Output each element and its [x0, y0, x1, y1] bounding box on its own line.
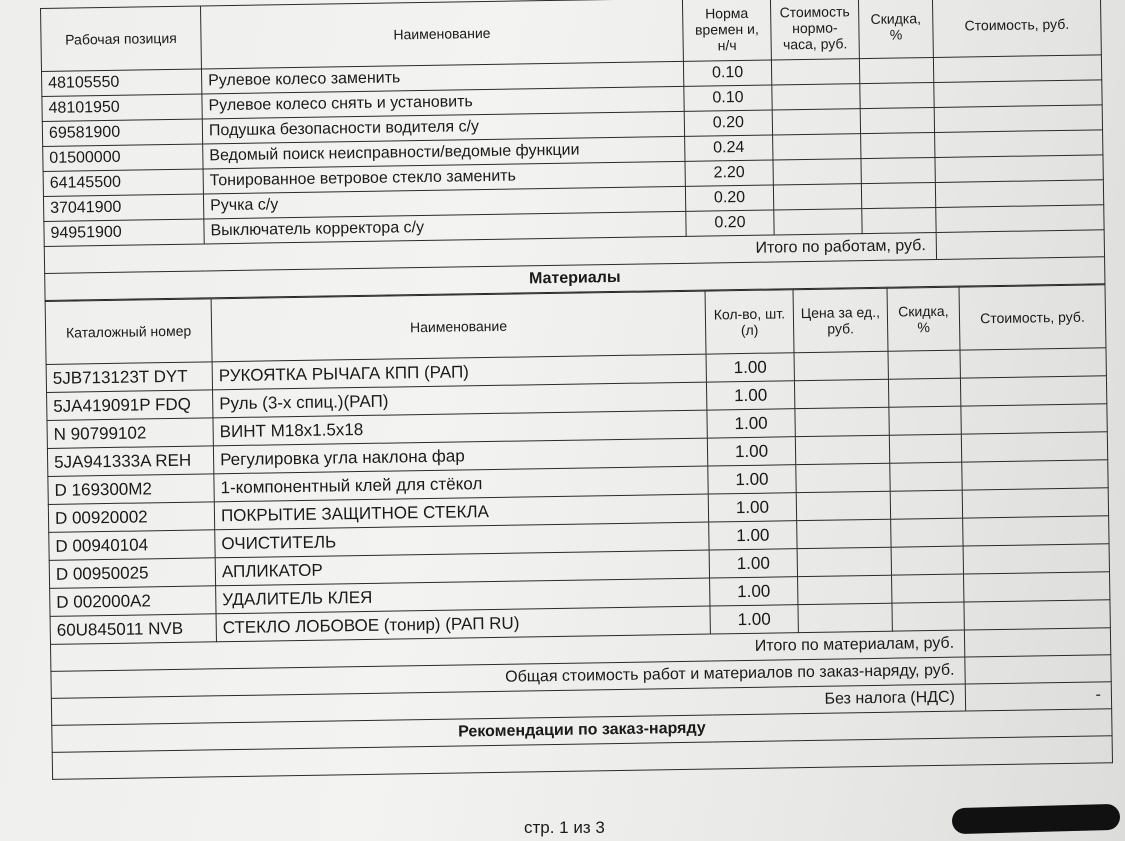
work-code: 64145500 — [43, 169, 203, 197]
material-price — [798, 575, 892, 604]
material-name: ОЧИСТИТЕЛЬ — [215, 522, 709, 558]
grand-total-value — [965, 655, 1111, 684]
tax-label: Без налога (НДС) — [51, 684, 965, 725]
work-order-sheet — [40, 0, 1112, 780]
material-price — [795, 407, 889, 436]
works-header-discount: Скидка, % — [858, 0, 933, 59]
materials-total-label: Итого по материалам, руб. — [50, 630, 964, 671]
material-discount — [889, 406, 961, 435]
recommendations-title: Рекомендации по заказ-наряду — [52, 709, 1112, 753]
work-name: Рулевое колесо заменить — [201, 61, 683, 94]
work-cost — [935, 180, 1103, 208]
materials-section-title: Материалы — [45, 257, 1105, 301]
material-name: ПОКРЫТИЕ ЗАЩИТНОЕ СТЕКЛА — [214, 494, 708, 530]
material-price — [794, 379, 888, 408]
grand-total-label: Общая стоимость работ и материалов по заказ-наряду, руб. — [51, 657, 965, 698]
material-cost — [963, 516, 1109, 546]
work-cost — [936, 205, 1104, 233]
work-hour-cost — [774, 209, 862, 235]
material-price — [798, 603, 892, 632]
material-cost — [962, 460, 1108, 490]
work-cost — [934, 80, 1102, 108]
material-name: СТЕКЛО ЛОБОВОЕ (тонир) (РАП RU) — [216, 606, 710, 642]
material-cost — [963, 544, 1109, 574]
material-discount — [890, 490, 962, 519]
work-norm: 0.20 — [685, 185, 773, 211]
works-header-cost: Стоимость, руб. — [932, 0, 1101, 57]
material-name: УДАЛИТЕЛЬ КЛЕЯ — [216, 578, 710, 614]
materials-total-value — [964, 628, 1110, 657]
work-code: 94951900 — [44, 219, 204, 247]
material-code: 60U845011 NVB — [50, 614, 216, 645]
materials-header-price: Цена за ед., руб. — [793, 288, 888, 352]
material-qty: 1.00 — [709, 549, 797, 578]
work-code: 48105550 — [41, 69, 201, 97]
work-norm: 0.10 — [684, 85, 772, 111]
work-name: Рулевое колесо снять и установить — [202, 86, 684, 119]
works-header-norm: Норма времен и, н/ч — [682, 0, 771, 61]
tax-value: - — [965, 682, 1111, 711]
works-header-hour-cost: Стоимость нормо-часа, руб. — [770, 0, 859, 60]
material-cost — [960, 376, 1106, 406]
work-hour-cost — [772, 109, 860, 135]
work-discount — [861, 157, 935, 183]
material-price — [797, 547, 891, 576]
works-header-position: Рабочая позиция — [41, 6, 202, 72]
material-code: D 00950025 — [49, 558, 215, 589]
material-discount — [892, 574, 964, 603]
work-discount — [859, 57, 933, 83]
work-hour-cost — [773, 159, 861, 185]
material-discount — [889, 434, 961, 463]
work-discount — [861, 182, 935, 208]
material-cost — [961, 404, 1107, 434]
material-qty: 1.00 — [710, 605, 798, 634]
materials-header-cost: Стоимость, руб. — [959, 285, 1106, 350]
material-qty: 1.00 — [708, 493, 796, 522]
work-norm: 2.20 — [685, 160, 773, 186]
works-total-value — [936, 230, 1104, 260]
materials-header-qty: Кол-во, шт. (л) — [705, 290, 794, 354]
work-norm: 0.20 — [686, 210, 774, 236]
material-code: 5JA419091P FDQ — [47, 390, 213, 421]
work-name: Тонированное ветровое стекло заменить — [203, 161, 685, 194]
material-code: D 00920002 — [48, 502, 214, 533]
work-code: 37041900 — [43, 194, 203, 222]
works-table — [40, 0, 1105, 301]
materials-header-discount: Скидка, % — [887, 287, 960, 351]
work-discount — [860, 107, 934, 133]
material-qty: 1.00 — [709, 521, 797, 550]
work-hour-cost — [772, 84, 860, 110]
material-discount — [891, 546, 963, 575]
material-qty: 1.00 — [708, 465, 796, 494]
work-cost — [934, 105, 1102, 133]
work-code: 48101950 — [42, 94, 202, 122]
material-code: D 002000A2 — [50, 586, 216, 617]
material-name: Руль (3-х спиц.)(РАП) — [213, 382, 707, 418]
work-cost — [935, 130, 1103, 158]
material-price — [795, 435, 889, 464]
work-code: 01500000 — [43, 144, 203, 172]
work-hour-cost — [773, 134, 861, 160]
material-name: Регулировка угла наклона фар — [213, 438, 707, 474]
work-code: 69581900 — [42, 119, 202, 147]
material-qty: 1.00 — [706, 381, 794, 410]
work-norm: 0.24 — [685, 135, 773, 161]
work-norm: 0.20 — [684, 110, 772, 136]
material-name: АПЛИКАТОР — [215, 550, 709, 586]
material-qty: 1.00 — [707, 437, 795, 466]
material-name: РУКОЯТКА РЫЧАГА КПП (РАП) — [212, 354, 706, 390]
material-discount — [892, 602, 964, 631]
material-qty: 1.00 — [707, 409, 795, 438]
work-norm: 0.10 — [683, 60, 771, 86]
material-cost — [962, 488, 1108, 518]
material-price — [797, 519, 891, 548]
material-price — [796, 491, 890, 520]
material-discount — [888, 350, 960, 379]
work-name: Выключатель корректора с/у — [204, 211, 686, 244]
work-name: Ведомый поиск неисправности/ведомые функции — [203, 136, 685, 169]
material-code: 5JA941333A REH — [47, 446, 213, 477]
material-discount — [891, 518, 963, 547]
works-header-name: Наименование — [200, 0, 683, 69]
redaction-mark — [952, 804, 1121, 834]
material-cost — [964, 600, 1110, 630]
material-discount — [888, 378, 960, 407]
work-cost — [933, 55, 1101, 83]
page-number: стр. 1 из 3 — [524, 818, 605, 837]
material-price — [794, 351, 888, 380]
material-price — [796, 463, 890, 492]
material-name: 1-компонентный клей для стёкол — [214, 466, 708, 502]
material-discount — [890, 462, 962, 491]
materials-table — [45, 284, 1113, 780]
works-total-label: Итого по работам, руб. — [44, 232, 936, 273]
material-code: 5JB713123T DYT — [46, 362, 212, 393]
work-discount — [861, 132, 935, 158]
work-discount — [860, 82, 934, 108]
material-code: D 00940104 — [49, 530, 215, 561]
work-name: Подушка безопасности водителя с/у — [202, 111, 684, 144]
materials-header-name: Наименование — [211, 291, 706, 362]
materials-header-catalog: Каталожный номер — [45, 299, 212, 365]
material-code: D 169300M2 — [48, 474, 214, 505]
work-hour-cost — [771, 59, 859, 85]
material-cost — [964, 572, 1110, 602]
work-cost — [935, 155, 1103, 183]
material-cost — [961, 432, 1107, 462]
material-qty: 1.00 — [710, 577, 798, 606]
material-qty: 1.00 — [706, 353, 794, 382]
material-cost — [960, 348, 1106, 378]
work-name: Ручка с/у — [203, 186, 685, 219]
work-hour-cost — [773, 184, 861, 210]
material-code: N 90799102 — [47, 418, 213, 449]
material-name: ВИНТ М18х1.5х18 — [213, 410, 707, 446]
work-discount — [862, 207, 936, 233]
